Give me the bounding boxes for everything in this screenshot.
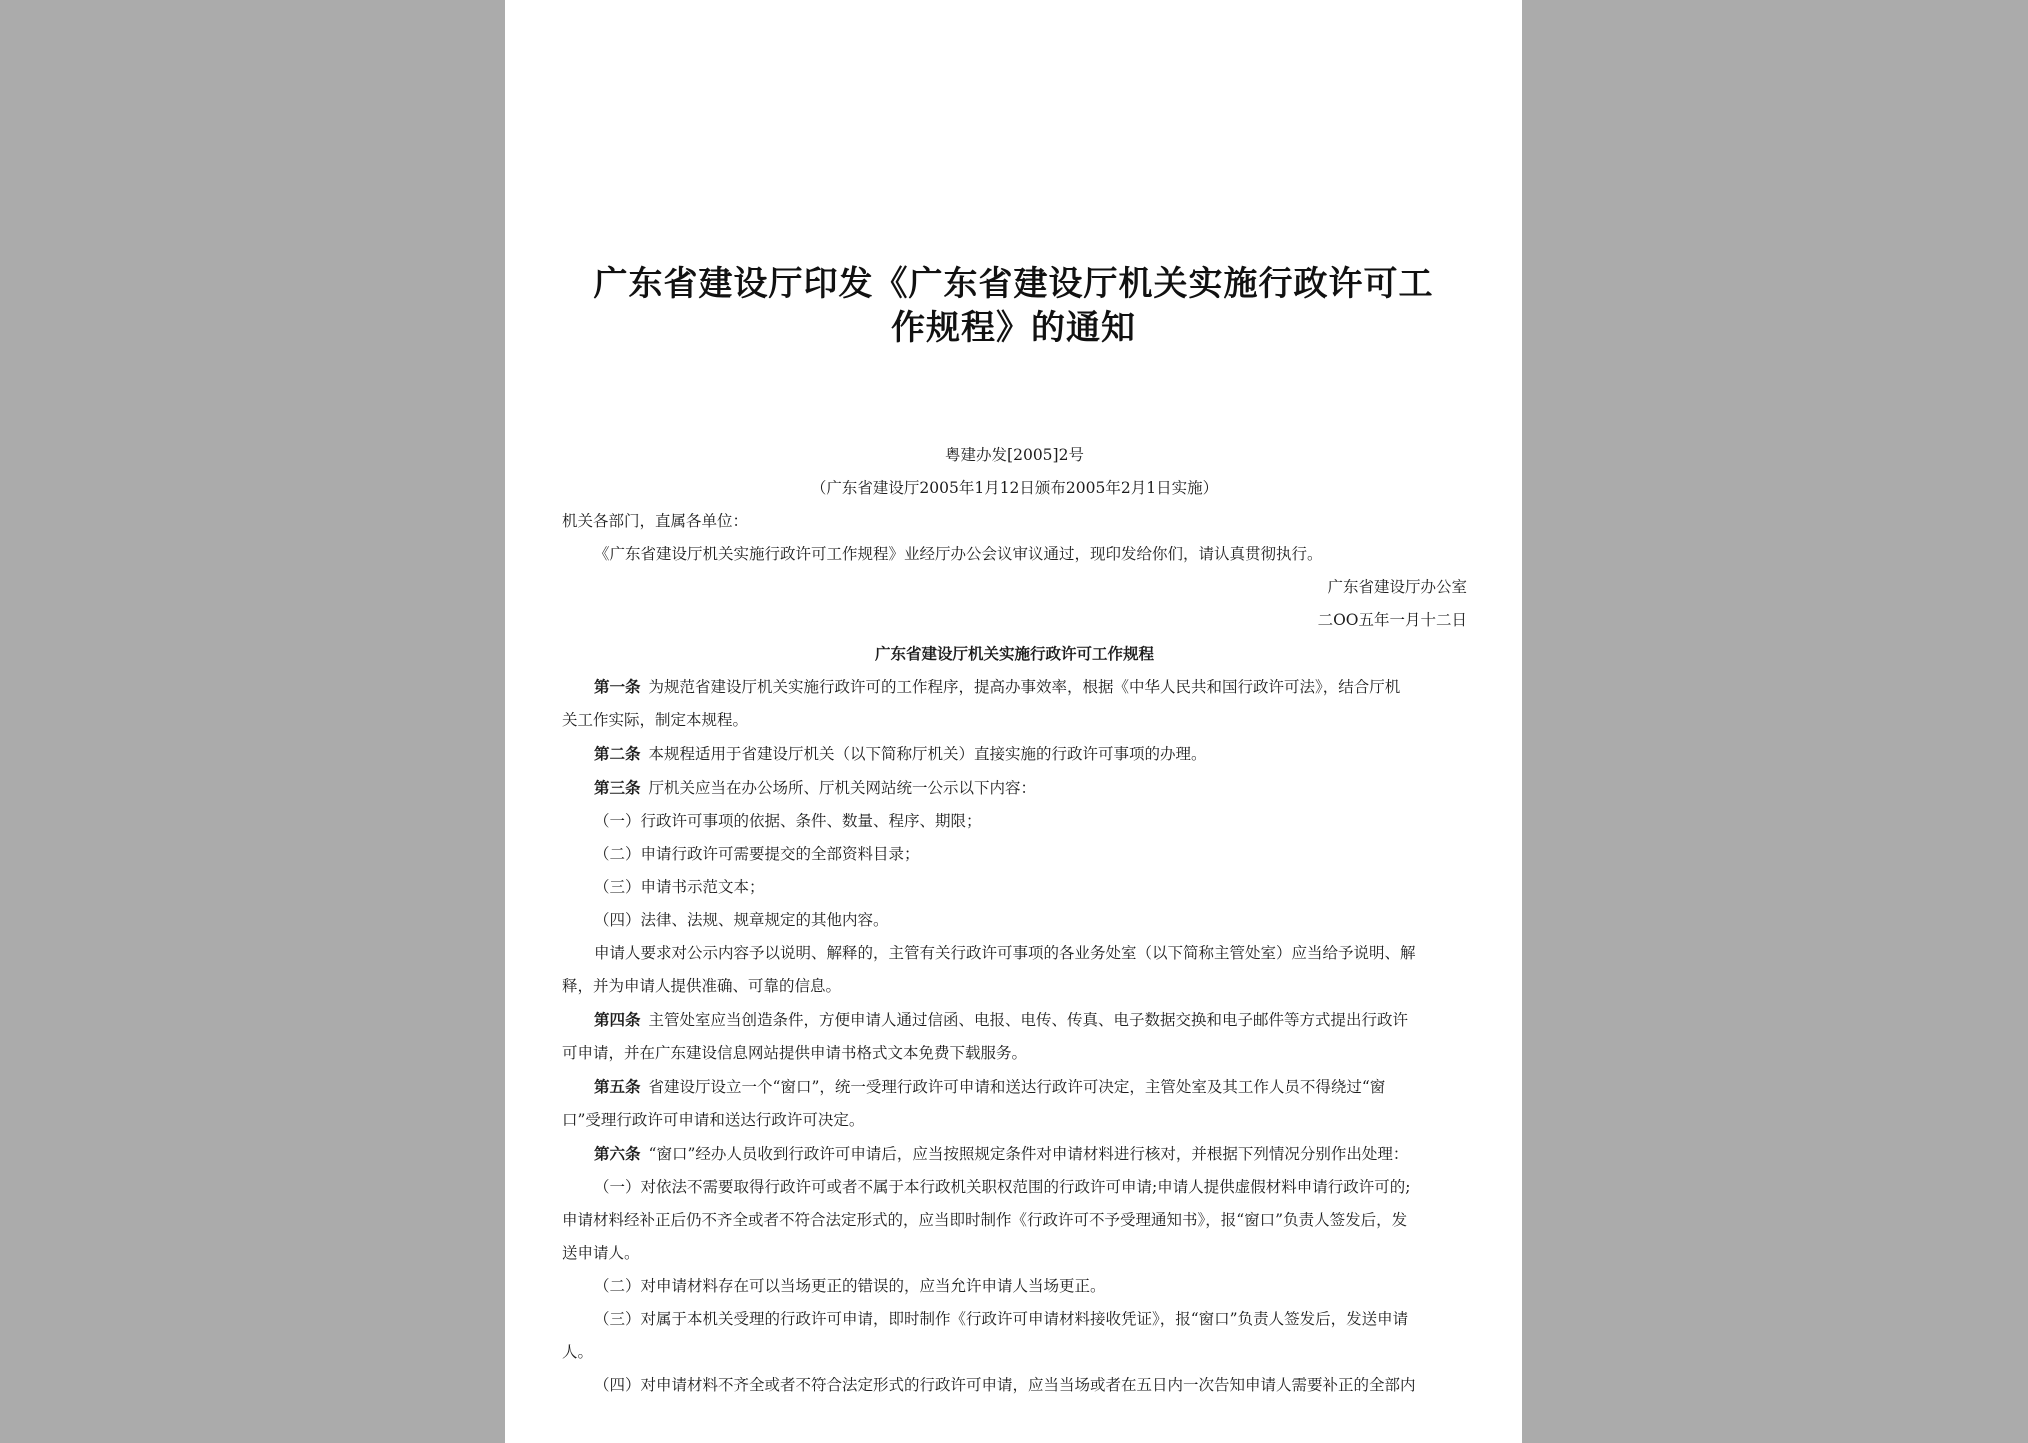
document-title — [545, 262, 1482, 350]
doc-number: 粤建办发[2005]2号 — [945, 446, 1084, 464]
article-5 — [562, 1070, 1467, 1104]
article-label: 第六条 — [594, 1144, 641, 1163]
list-item: （四）对申请材料不齐全或者不符合法定形式的行政许可申请，应当当场或者在五日内一次告知申请人需要补正的全部内 — [594, 1376, 1416, 1394]
list-item: （一）对依法不需要取得行政许可或者不属于本行政机关职权范围的行政许可申请;申请人提供虚假材料申请行政许可的; — [594, 1178, 1411, 1196]
article-text: 厅机关应当在办公场所、厅机关网站统一公示以下内容： — [648, 779, 1037, 797]
article-4 — [562, 1003, 1467, 1037]
list-item-cont: 人。 — [562, 1343, 594, 1361]
list-item: （二）对申请材料存在可以当场更正的错误的，应当允许申请人当场更正。 — [594, 1277, 1106, 1295]
document-page — [505, 0, 1522, 1443]
list-item: （四）法律、法规、规章规定的其他内容。 — [594, 911, 889, 929]
addressee: 机关各部门，直属各单位： — [562, 512, 749, 530]
article-6 — [562, 1137, 1467, 1171]
article-2 — [562, 737, 1467, 771]
article-4-cont: 可申请，并在广东建设信息网站提供申请书格式文本免费下载服务。 — [562, 1044, 1028, 1062]
article-3-paragraph: 申请人要求对公示内容予以说明、解释的，主管有关行政许可事项的各业务处室（以下简称主管处室）应当给予说明、解 — [594, 944, 1416, 962]
article-label: 第二条 — [594, 744, 641, 763]
article-1 — [562, 670, 1467, 704]
article-text: 本规程适用于省建设厅机关（以下简称厅机关）直接实施的行政许可事项的办理。 — [648, 745, 1207, 763]
article-label: 第五条 — [594, 1077, 641, 1096]
document-body — [562, 439, 1467, 1402]
signatory: 广东省建设厅办公室 — [1327, 578, 1467, 596]
issue-date: 二OO五年一月十二日 — [1317, 611, 1467, 629]
article-3-paragraph-cont: 释，并为申请人提供准确、可靠的信息。 — [562, 977, 842, 995]
list-item: （一）行政许可事项的依据、条件、数量、程序、期限； — [594, 812, 982, 830]
title-line-1: 广东省建设厅印发《广东省建设厅机关实施行政许可工 — [593, 264, 1434, 304]
section-title: 广东省建设厅机关实施行政许可工作规程 — [874, 644, 1154, 663]
article-text: 主管处室应当创造条件，方便申请人通过信函、电报、电传、传真、电子数据交换和电子邮件等方式提出行政许 — [648, 1011, 1409, 1029]
intro-paragraph: 《广东省建设厅机关实施行政许可工作规程》业经厅办公会议审议通过，现印发给你们，请认真贯彻执行。 — [594, 545, 1323, 563]
article-text: “窗口”经办人员收到行政许可申请后，应当按照规定条件对申请材料进行核对，并根据下列情况分别作出处理： — [648, 1145, 1409, 1163]
article-3 — [562, 771, 1467, 805]
article-1-cont: 关工作实际，制定本规程。 — [562, 711, 749, 729]
article-text: 为规范省建设厅机关实施行政许可的工作程序，提高办事效率，根据《中华人民共和国行政许可法》，结合厅机 — [648, 678, 1401, 696]
list-item-cont: 申请材料经补正后仍不齐全或者不符合法定形式的，应当即时制作《行政许可不予受理通知书》，报“窗口”负责人签发后，发 — [562, 1211, 1408, 1229]
title-line-2: 作规程》的通知 — [891, 308, 1136, 348]
article-label: 第一条 — [594, 677, 641, 696]
article-label: 第三条 — [594, 778, 641, 797]
article-text: 省建设厅设立一个“窗口”，统一受理行政许可申请和送达行政许可决定，主管处室及其工作人员不得绕过“窗 — [648, 1078, 1386, 1096]
list-item-cont: 送申请人。 — [562, 1244, 640, 1262]
list-item: （三）申请书示范文本； — [594, 878, 765, 896]
issuance-note: （广东省建设厅2005年1月12日颁布2005年2月1日实施） — [810, 479, 1219, 497]
article-5-cont: 口”受理行政许可申请和送达行政许可决定。 — [562, 1111, 865, 1129]
list-item: （三）对属于本机关受理的行政许可申请，即时制作《行政许可申请材料接收凭证》，报“窗口”负责人签发后，发送申请 — [594, 1310, 1409, 1328]
list-item: （二）申请行政许可需要提交的全部资料目录； — [594, 845, 920, 863]
article-label: 第四条 — [594, 1010, 641, 1029]
